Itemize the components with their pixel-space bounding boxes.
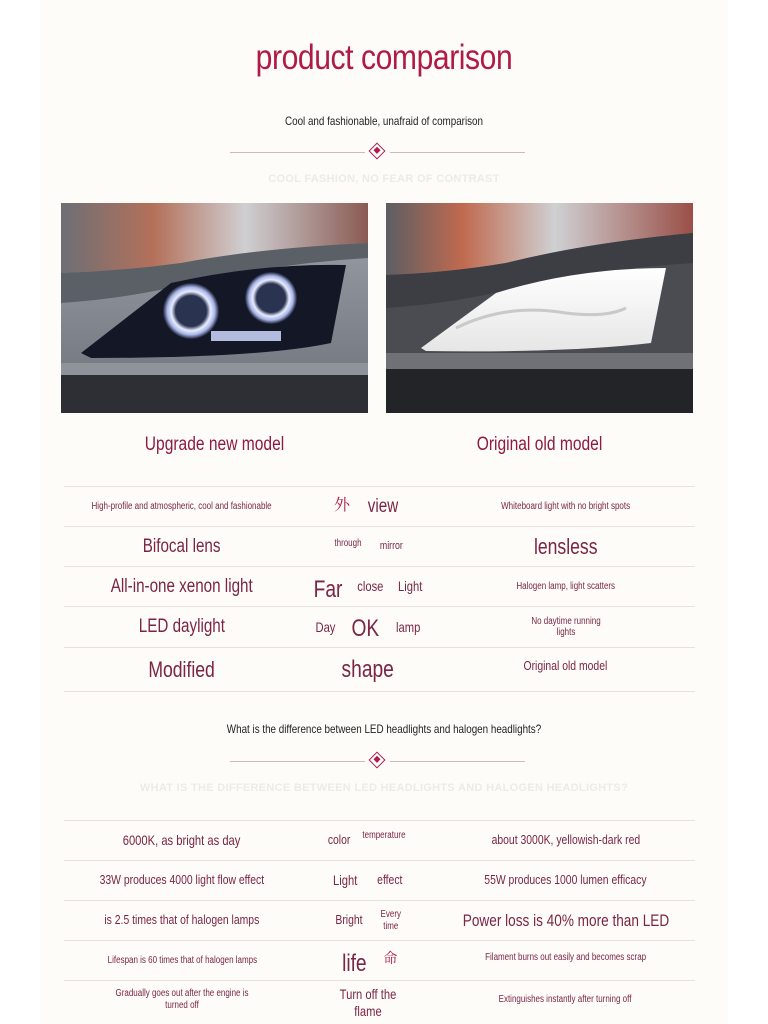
cell-right: Power loss is 40% more than LED (462, 910, 669, 930)
cell-left: High-profile and atmospheric, cool and fashionable (91, 500, 273, 512)
cell-mid-word: Light (333, 872, 358, 889)
cell-right: No daytime running lights (530, 615, 601, 638)
cell-mid-word: mirror (379, 540, 403, 553)
cell-mid-word: Bright (335, 912, 363, 928)
cell-mid-word: Day (315, 618, 336, 635)
divider-line-right (390, 761, 525, 762)
original-headlight-illustration (386, 203, 693, 413)
cell-mid-word: effect (377, 872, 403, 888)
cell-mid-char: 外 (333, 495, 350, 514)
ornamental-divider-2 (230, 754, 525, 768)
cell-mid-word: Far (314, 575, 343, 603)
led-halogen-table (64, 820, 695, 1024)
table-row (64, 980, 695, 1024)
cell-mid-word (336, 986, 400, 1018)
cell-left: Modified (148, 656, 216, 682)
divider-line-right (390, 152, 525, 153)
cell-left: 6000K, as bright as day (123, 832, 241, 849)
cell-mid-word: close (357, 578, 384, 595)
cell-right: lensless (533, 533, 598, 559)
ghost-subtitle: COOL FASHION, NO FEAR OF CONTRAST (268, 173, 500, 185)
upgraded-headlight-image (61, 203, 368, 413)
divider-line-left (230, 152, 365, 153)
cell-mid-word: life (341, 949, 367, 977)
cell-mid-word: shape (341, 655, 395, 683)
table-row (64, 820, 695, 860)
diamond-icon (369, 143, 386, 160)
cell-right: Filament burns out easily and becomes scrap (485, 951, 646, 963)
cell-left: Bifocal lens (143, 535, 221, 557)
ghost-section2-heading: WHAT IS THE DIFFERENCE BETWEEN LED HEADLIGHTS AND HALOGEN HEADLIGHTS? (139, 782, 629, 794)
cell-right: Extinguishes instantly after turning off (499, 993, 632, 1005)
table-row (64, 900, 695, 940)
cell-mid-stack (378, 909, 404, 932)
page-title: product comparison (255, 38, 513, 77)
cell-mid-word: color (328, 832, 351, 848)
cell-left: Lifespan is 60 times that of halogen lamps (107, 954, 257, 966)
ornamental-divider (230, 145, 525, 159)
section2-heading: What is the difference between LED headlights and halogen headlights? (226, 722, 542, 736)
table-row (64, 486, 695, 526)
upgrade-model-label: Upgrade new model (144, 434, 285, 455)
original-headlight-image (386, 203, 693, 413)
cell-left: Gradually goes out after the engine is turned off (115, 988, 249, 1011)
cell-mid-word: Every (380, 909, 402, 920)
page-subtitle: Cool and fashionable, unafraid of comparison (284, 114, 484, 128)
table-row (64, 860, 695, 900)
comparison-table (64, 486, 695, 692)
cell-right: Original old model (523, 658, 608, 674)
cell-right: Halogen lamp, light scatters (516, 580, 615, 592)
cell-mid-word: time (383, 920, 399, 932)
cell-right: about 3000K, yellowish-dark red (491, 832, 640, 848)
cell-mid-char: 命 (383, 950, 398, 967)
cell-mid-word: lamp (395, 618, 420, 635)
table-row (64, 940, 695, 980)
cell-left: All-in-one xenon light (111, 575, 253, 597)
divider-line-left (230, 761, 365, 762)
cell-mid-line: flame (354, 1002, 382, 1019)
table-row (64, 566, 695, 606)
cell-right: Whiteboard light with no bright spots (501, 500, 630, 512)
original-model-label: Original old model (476, 434, 603, 455)
cell-mid-word: view (367, 495, 399, 517)
cell-mid-word: temperature (362, 829, 406, 841)
cell-mid-word: OK (351, 615, 380, 643)
cell-left: LED daylight (138, 616, 226, 638)
cell-mid-line: Turn off the (339, 986, 397, 1003)
diamond-icon (369, 752, 386, 769)
table-row (64, 647, 695, 692)
cell-right: 55W produces 1000 lumen efficacy (484, 872, 647, 888)
table-row (64, 606, 695, 647)
cell-mid-word: Light (398, 578, 423, 595)
table-row (64, 526, 695, 566)
cell-left: is 2.5 times that of halogen lamps (104, 912, 260, 928)
cell-mid-word: through (334, 537, 362, 549)
cell-left: 33W produces 4000 light flow effect (99, 872, 265, 888)
upgraded-headlight-illustration (61, 203, 368, 413)
